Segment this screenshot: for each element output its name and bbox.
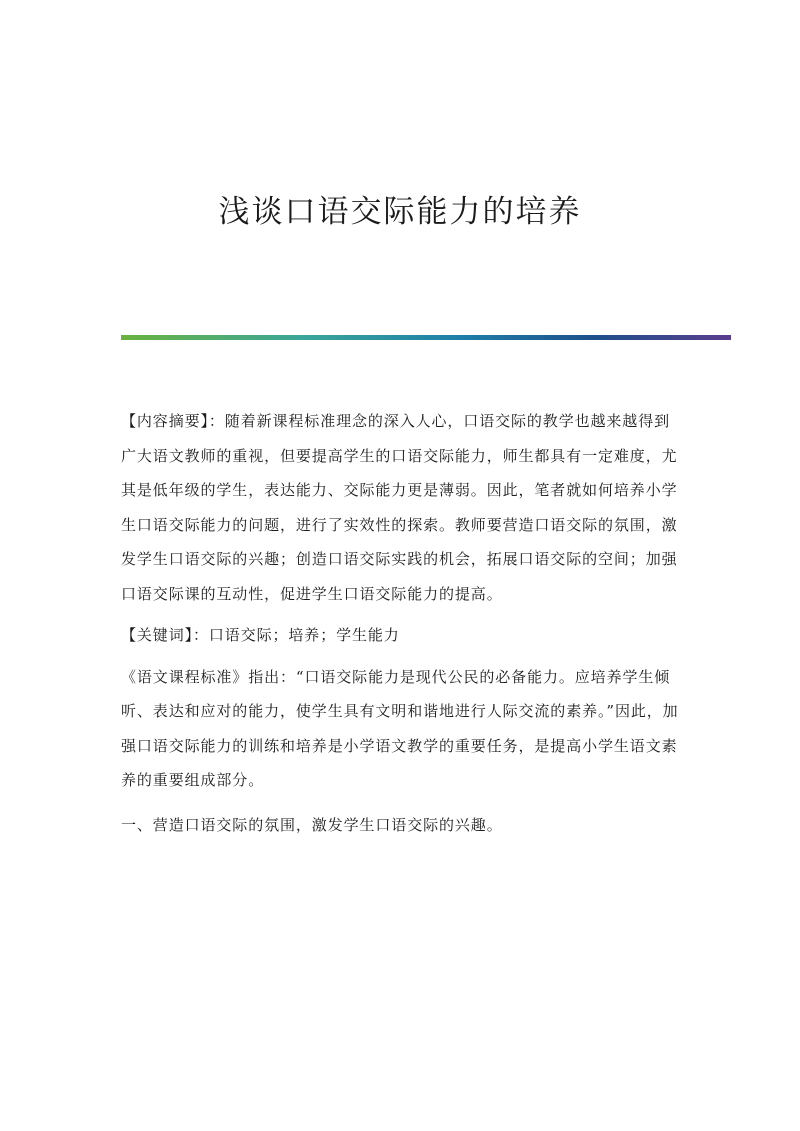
document-body	[121, 404, 681, 842]
intro-paragraph: 《语文课程标准》指出：“口语交际能力是现代公民的必备能力。应培养学生倾听、表达和应对的能力，使学生具有文明和谐地进行人际交流的素养。”因此，加强口语交际能力的训练和培养是小学语文教学的重要任务，是提高小学生语文素养的重要组成部分。	[121, 667, 679, 789]
section-heading: 一、营造口语交际的氛围，激发学生口语交际的兴趣。	[121, 815, 503, 834]
title-divider	[121, 335, 731, 340]
page-title: 浅谈口语交际能力的培养	[218, 194, 582, 230]
abstract-paragraph: 【内容摘要】：随着新课程标准理念的深入人心，口语交际的教学也越来越得到广大语文教师的重视，但要提高学生的口语交际能力，师生都具有一定难度，尤其是低年级的学生，表达能力、交际能力更是薄弱。因此，笔者就如何培养小学生口语交际能力的问题，进行了实效性的探索。教师要营造口语交际的氛围，激发学生口语交际的兴趣；创造口语交际实践的机会，拓展口语交际的空间；加强口语交际课的互动性，促进学生口语交际能力的提高。	[121, 412, 678, 603]
keywords-paragraph: 【关键词】：口语交际；培养；学生能力	[121, 626, 400, 644]
